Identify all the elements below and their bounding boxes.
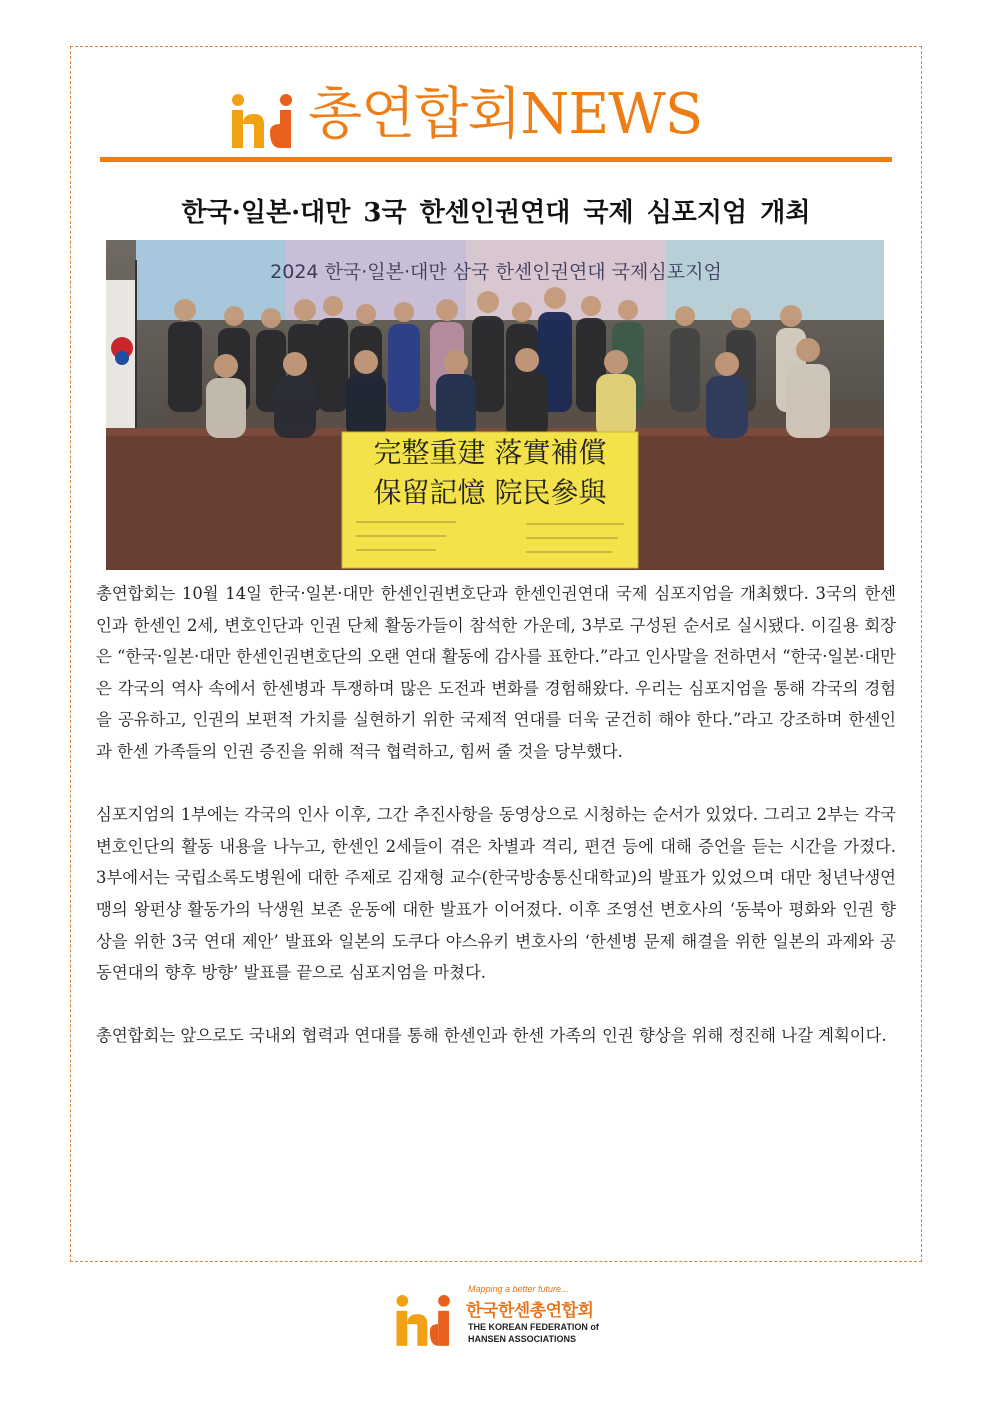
article-headline: 한국·일본·대만 3국 한센인권연대 국제 심포지엄 개최 xyxy=(181,198,811,228)
footer-org-english-1: THE KOREAN FEDERATION of xyxy=(468,1322,599,1332)
masthead-title: 총연합회NEWS xyxy=(308,82,703,147)
footer-org-korean: 한국한센총연합회 xyxy=(466,1301,594,1321)
footer-organization xyxy=(394,1284,634,1354)
banner-text: 2024 한국·일본·대만 삼국 한센인권연대 국제심포지엄 xyxy=(270,261,722,283)
masthead-rule xyxy=(100,157,892,162)
footer-tagline: Mapping a better future... xyxy=(468,1284,569,1294)
article-body xyxy=(96,578,896,1084)
event-photo xyxy=(106,240,884,570)
article-paragraph-3: 총연합회는 앞으로도 국내외 협력과 연대를 통해 한센인과 한센 가족의 인권 향상을 위해 정진해 나갈 계획이다. xyxy=(96,1026,887,1046)
placard-line-1: 完整重建 落實補償 xyxy=(373,436,607,469)
footer-org-english-2: HANSEN ASSOCIATIONS xyxy=(468,1334,577,1344)
masthead xyxy=(100,76,892,162)
article-paragraph-2: 심포지엄의 1부에는 각국의 인사 이후, 그간 추진사항을 동영상으로 시청하는 순서가 있었다. 그리고 2부는 각국 변호인단의 활동 내용을 나누고, 한센인 2세들이 겪은 차별과 격리, 편견 등에 대해 증언을 듣는 시간을 가졌다. 3부에서는 국립소록도병원에 대한 주제로 김재형 교수(한국방송통신대학교)의 발표가 있었으며 대만 청년낙생연맹의 왕펀샹 활동가의 낙생원 보존 운동에 대한 발표가 이어졌다. 이후 조영선 변호사의 ‘동북아 평화와 인권 향상을 위한 3국 연대 제안’ 발표와 일본의 도쿠다 야스유키 변호사의 ‘한센병 문제 해결을 위한 일본의 과제와 공동연대의 향후 방향’ 발표를 끝으로 심포지엄을 마쳤다. xyxy=(96,805,896,983)
article-paragraph-1: 총연합회는 10월 14일 한국·일본·대만 한센인권변호단과 한센인권연대 국제 심포지엄을 개최했다. 3국의 한센인과 한센인 2세, 변호인단과 인권 단체 활동가들이 참석한 가운데, 3부로 구성된 순서로 실시됐다. 이길용 회장은 “한국·일본·대만 한센인권변호단의 오랜 연대 활동에 감사를 표한다.”라고 인사말을 전하면서 “한국·일본·대만은 각국의 역사 속에서 한센병과 투쟁하며 많은 도전과 변화를 경험해왔다. 우리는 심포지엄을 통해 각국의 경험을 공유하고, 인권의 보편적 가치를 실현하기 위한 국제적 연대를 더욱 굳건히 해야 한다.”라고 강조하며 한센인과 한센 가족들의 인권 증진을 위해 적극 협력하고, 힘써 줄 것을 당부했다. xyxy=(96,584,896,761)
hd-logo-icon xyxy=(228,92,300,150)
hd-logo-icon xyxy=(394,1292,454,1348)
placard-line-2: 保留記憶 院民參與 xyxy=(373,476,607,509)
